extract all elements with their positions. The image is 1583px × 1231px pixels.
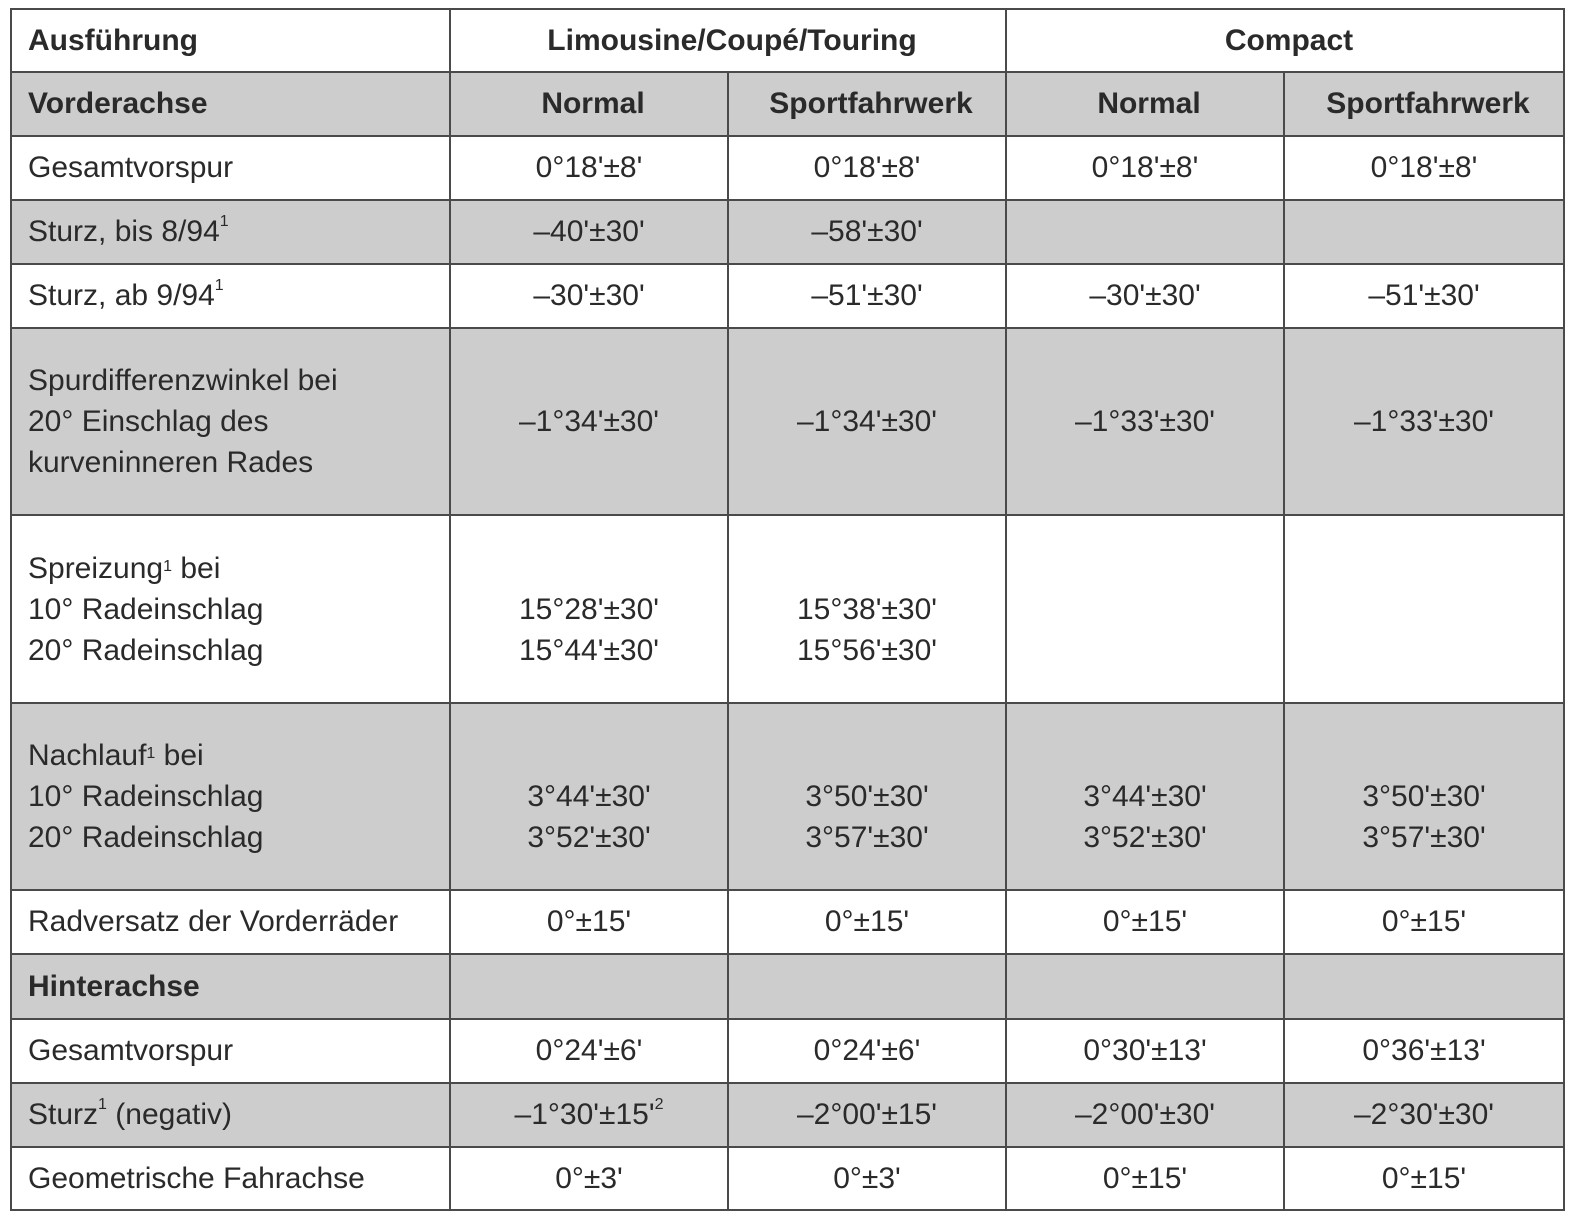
table-row <box>11 515 1564 703</box>
row-label-text: Sturz, bis 8/94 <box>28 215 220 248</box>
table-cell: 0°±15' <box>450 890 728 954</box>
table-cell: 0°±3' <box>450 1147 728 1210</box>
table-cell: 0°30'±13' <box>1006 1019 1284 1083</box>
header-compact: Compact <box>1006 9 1564 72</box>
cell-value: –1°30'±15' <box>514 1098 655 1131</box>
subheader-normal: Normal <box>450 72 728 136</box>
header-limousine-coupe-touring: Limousine/Coupé/Touring <box>450 9 1006 72</box>
row-label: Radversatz der Vorderräder <box>11 890 450 954</box>
row-label: Geometrische Fahrachse <box>11 1147 450 1210</box>
section-hinterachse: Hinterachse <box>11 954 450 1019</box>
row-label <box>11 515 450 703</box>
table-cell: 0°±15' <box>1006 1147 1284 1210</box>
footnote-marker: 1 <box>146 745 156 762</box>
row-label-text: Nachlauf <box>28 739 147 772</box>
table-cell: –30'±30' <box>450 264 728 328</box>
vorderachse-row <box>11 72 1564 136</box>
table-cell: –2°00'±30' <box>1006 1083 1284 1147</box>
table-row <box>11 328 1564 515</box>
table-cell: 0°18'±8' <box>450 136 728 200</box>
table-row <box>11 264 1564 328</box>
table-cell <box>450 1083 728 1147</box>
table-cell: 0°36'±13' <box>1284 1019 1564 1083</box>
subheader-normal: Normal <box>1006 72 1284 136</box>
subheader-sportfahrwerk: Sportfahrwerk <box>1284 72 1564 136</box>
table-cell: –1°33'±30' <box>1284 328 1564 515</box>
table-cell <box>728 954 1006 1019</box>
table-row <box>11 1147 1564 1210</box>
row-label-text: Sturz, ab 9/94 <box>28 279 215 312</box>
row-label-text: (negativ) <box>106 1098 232 1131</box>
table-cell: 0°18'±8' <box>1006 136 1284 200</box>
table-cell <box>1284 200 1564 264</box>
row-label-text: bei 10° Radeinschlag 20° Radeinschlag <box>28 739 264 854</box>
table-cell: 0°±15' <box>1284 890 1564 954</box>
footnote-marker: 2 <box>654 1096 664 1113</box>
table-cell: 0°±3' <box>728 1147 1006 1210</box>
table-cell: –40'±30' <box>450 200 728 264</box>
table-row <box>11 890 1564 954</box>
table-cell: 3°44'±30' 3°52'±30' <box>450 703 728 890</box>
table-cell: 0°±15' <box>728 890 1006 954</box>
hinterachse-row <box>11 954 1564 1019</box>
row-label <box>11 703 450 890</box>
table-cell <box>1006 515 1284 703</box>
header-row <box>11 9 1564 72</box>
table-row <box>11 200 1564 264</box>
footnote-marker: 1 <box>163 557 172 575</box>
table-cell <box>1284 515 1564 703</box>
table-cell: –58'±30' <box>728 200 1006 264</box>
table-cell <box>1284 954 1564 1019</box>
table-row <box>11 136 1564 200</box>
section-vorderachse: Vorderachse <box>11 72 450 136</box>
table-cell: 0°18'±8' <box>1284 136 1564 200</box>
table-cell: –1°34'±30' <box>450 328 728 515</box>
table-cell: 0°24'±6' <box>450 1019 728 1083</box>
table-cell: 0°±15' <box>1006 890 1284 954</box>
table-cell <box>1006 200 1284 264</box>
table-cell: –51'±30' <box>728 264 1006 328</box>
table-cell: –2°30'±30' <box>1284 1083 1564 1147</box>
table-cell: 0°18'±8' <box>728 136 1006 200</box>
table-cell: –2°00'±15' <box>728 1083 1006 1147</box>
table-cell <box>450 954 728 1019</box>
footnote-marker: 1 <box>219 213 229 230</box>
table-row <box>11 1019 1564 1083</box>
row-label: Spurdifferenzwinkel bei 20° Einschlag des kurveninneren Rades <box>11 328 450 515</box>
row-label <box>11 200 450 264</box>
table-cell: 3°44'±30' 3°52'±30' <box>1006 703 1284 890</box>
table-cell: –1°34'±30' <box>728 328 1006 515</box>
row-label <box>11 1083 450 1147</box>
table-cell <box>1006 954 1284 1019</box>
table-cell: 15°38'±30' 15°56'±30' <box>728 515 1006 703</box>
row-label-text: Sturz <box>28 1098 99 1131</box>
row-label-text: bei 10° Radeinschlag 20° Radeinschlag <box>28 551 264 667</box>
header-ausfuehrung: Ausführung <box>11 9 450 72</box>
alignment-spec-table <box>10 8 1565 1211</box>
table-cell: 0°±15' <box>1284 1147 1564 1210</box>
footnote-marker: 1 <box>214 277 224 294</box>
table-row <box>11 1083 1564 1147</box>
table-cell: 3°50'±30' 3°57'±30' <box>728 703 1006 890</box>
row-label: Gesamtvorspur <box>11 136 450 200</box>
row-label <box>11 264 450 328</box>
row-label-text: Spreizung <box>28 551 164 585</box>
table-row <box>11 703 1564 890</box>
footnote-marker: 1 <box>98 1096 107 1113</box>
subheader-sportfahrwerk: Sportfahrwerk <box>728 72 1006 136</box>
table-cell: –51'±30' <box>1284 264 1564 328</box>
table-cell: 0°24'±6' <box>728 1019 1006 1083</box>
table-cell: 15°28'±30' 15°44'±30' <box>450 515 728 703</box>
table-cell: –30'±30' <box>1006 264 1284 328</box>
table-cell: –1°33'±30' <box>1006 328 1284 515</box>
table-cell: 3°50'±30' 3°57'±30' <box>1284 703 1564 890</box>
row-label: Gesamtvorspur <box>11 1019 450 1083</box>
